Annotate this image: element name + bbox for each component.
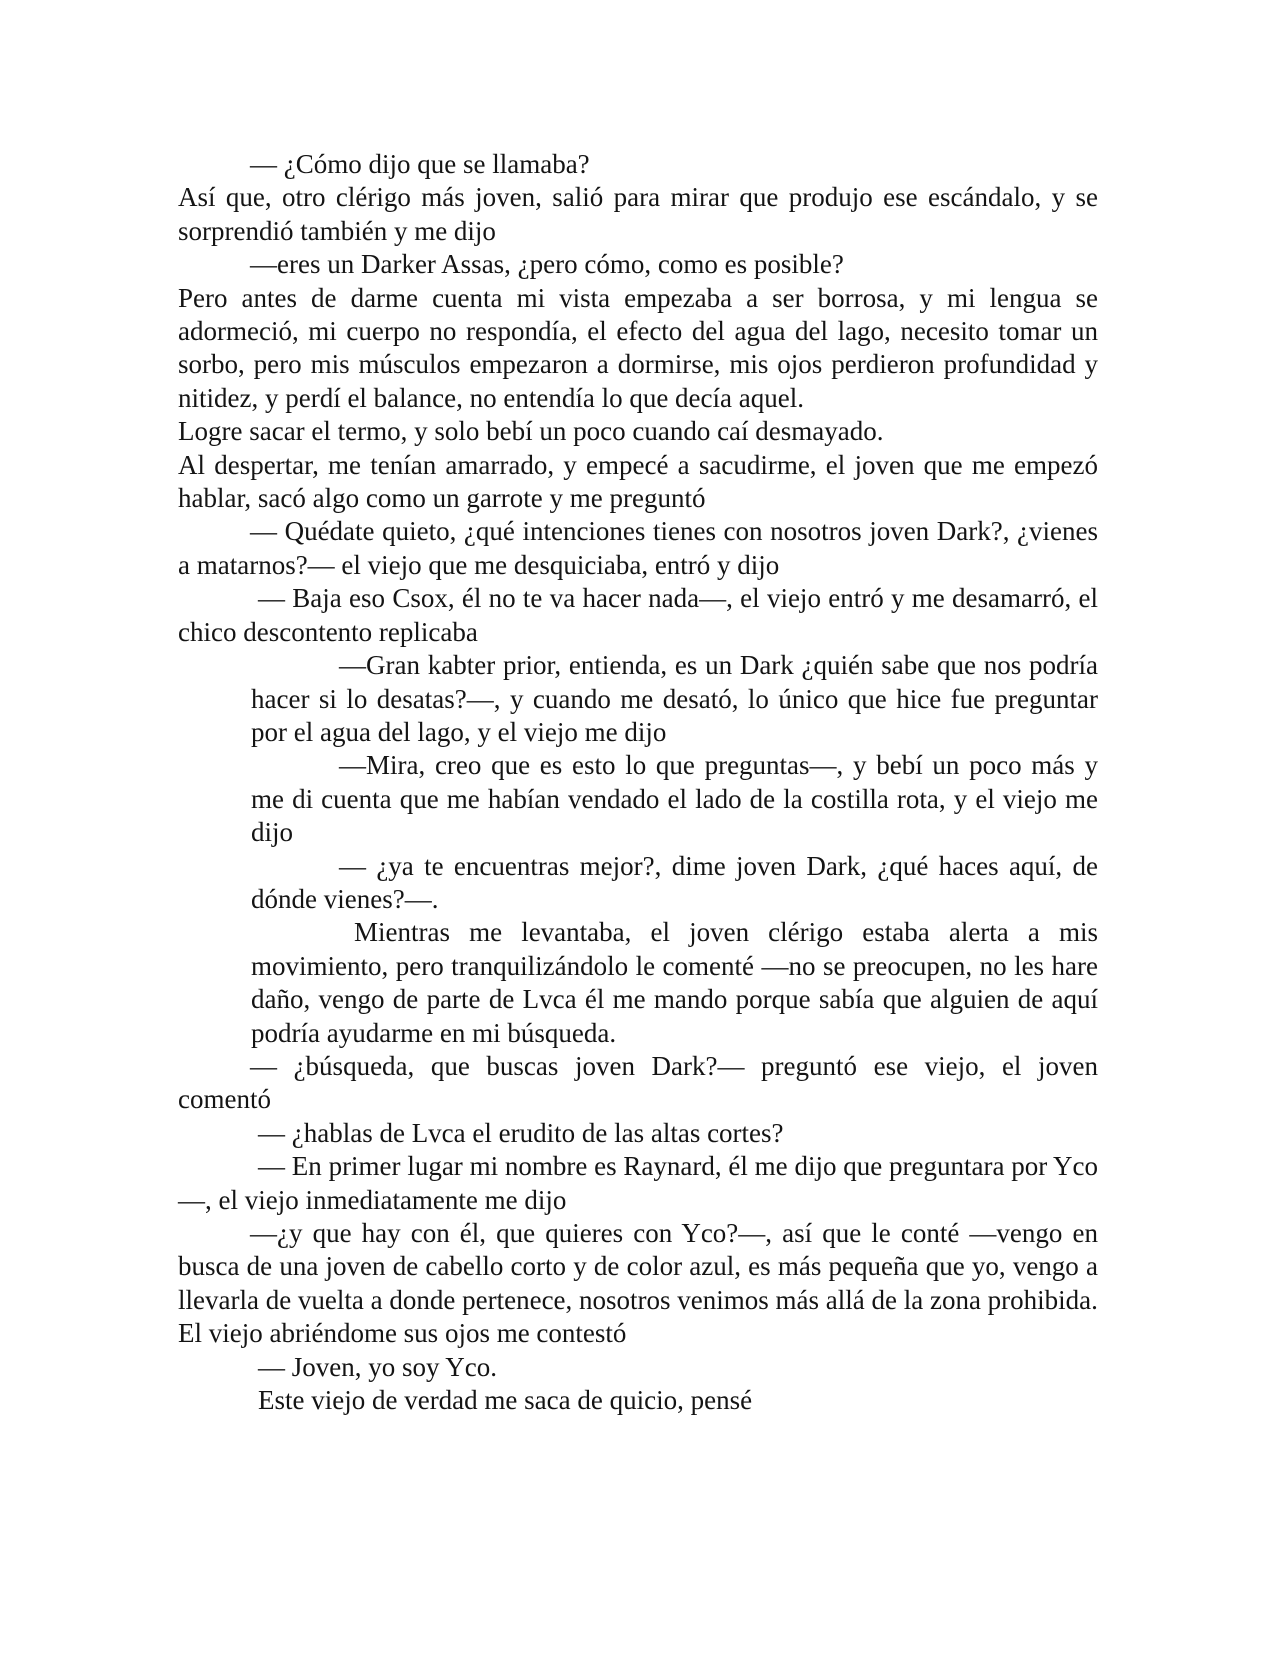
paragraph: Logre sacar el termo, y solo bebí un poco cuando caí desmayado.: [178, 416, 884, 447]
paragraph: Mientras me levantaba, el joven clérigo estaba alerta a mis movimiento, pero tranquilizándolo le comenté —no se preocupen, no les hare daño, vengo de parte de Lvca él me mando porque sabía que alguien de aquí podría ayudarme en mi búsqueda.: [251, 917, 1098, 1048]
document-body: [178, 148, 1098, 1417]
paragraph: — Baja eso Csox, él no te va hacer nada—, el viejo entró y me desamarró, el chico descontento replicaba: [178, 583, 1098, 647]
paragraph: — Joven, yo soy Yco.: [258, 1351, 497, 1382]
paragraph: Así que, otro clérigo más joven, salió para mirar que produjo ese escándalo, y se sorprendió también y me dijo: [178, 182, 1098, 246]
paragraph: — ¿hablas de Lvca el erudito de las altas cortes?: [258, 1117, 784, 1148]
paragraph: —Mira, creo que es esto lo que preguntas—, y bebí un poco más y me di cuenta que me habían vendado el lado de la costilla rota, y el viejo me dijo: [251, 750, 1098, 848]
paragraph: —Gran kabter prior, entienda, es un Dark ¿quién sabe que nos podría hacer si lo desatas?—, y cuando me desató, lo único que hice fue preguntar por el agua del lago, y el viejo me dijo: [251, 650, 1098, 747]
paragraph: Al despertar, me tenían amarrado, y empecé a sacudirme, el joven que me empezó hablar, sacó algo como un garrote y me preguntó: [178, 449, 1098, 514]
paragraph: Este viejo de verdad me saca de quicio, pensé: [258, 1385, 753, 1416]
paragraph: El viejo abriéndome sus ojos me contestó: [178, 1318, 627, 1349]
paragraph: —¿y que hay con él, que quieres con Yco?—, así que le conté —vengo en busca de una joven de cabello corto y de color azul, es más pequeña que yo, vengo a llevarla de vuelta a donde pertenece, nosotros venimos más allá de la zona prohibida.: [178, 1218, 1098, 1315]
paragraph: —eres un Darker Assas, ¿pero cómo, como es posible?: [250, 249, 844, 280]
paragraph: — ¿ya te encuentras mejor?, dime joven Dark, ¿qué haces aquí, de dónde vienes?—.: [251, 850, 1098, 914]
paragraph: — ¿Cómo dijo que se llamaba?: [250, 149, 590, 179]
paragraph: — Quédate quieto, ¿qué intenciones tienes con nosotros joven Dark?, ¿vienes a matarnos?— el viejo que me desquiciaba, entró y dijo: [178, 516, 1098, 580]
paragraph: Pero antes de darme cuenta mi vista empezaba a ser borrosa, y mi lengua se adormeció, mi cuerpo no respondía, el efecto del agua del lago, necesito tomar un sorbo, pero mis músculos empezaron a dormirse, mis ojos perdieron profundidad y nitidez, y perdí el balance, no entendía lo que decía aquel.: [178, 282, 1098, 413]
paragraph: — En primer lugar mi nombre es Raynard, él me dijo que preguntara por Yco —, el viejo inmediatamente me dijo: [178, 1151, 1098, 1215]
paragraph: — ¿búsqueda, que buscas joven Dark?— preguntó ese viejo, el joven comentó: [178, 1050, 1098, 1115]
